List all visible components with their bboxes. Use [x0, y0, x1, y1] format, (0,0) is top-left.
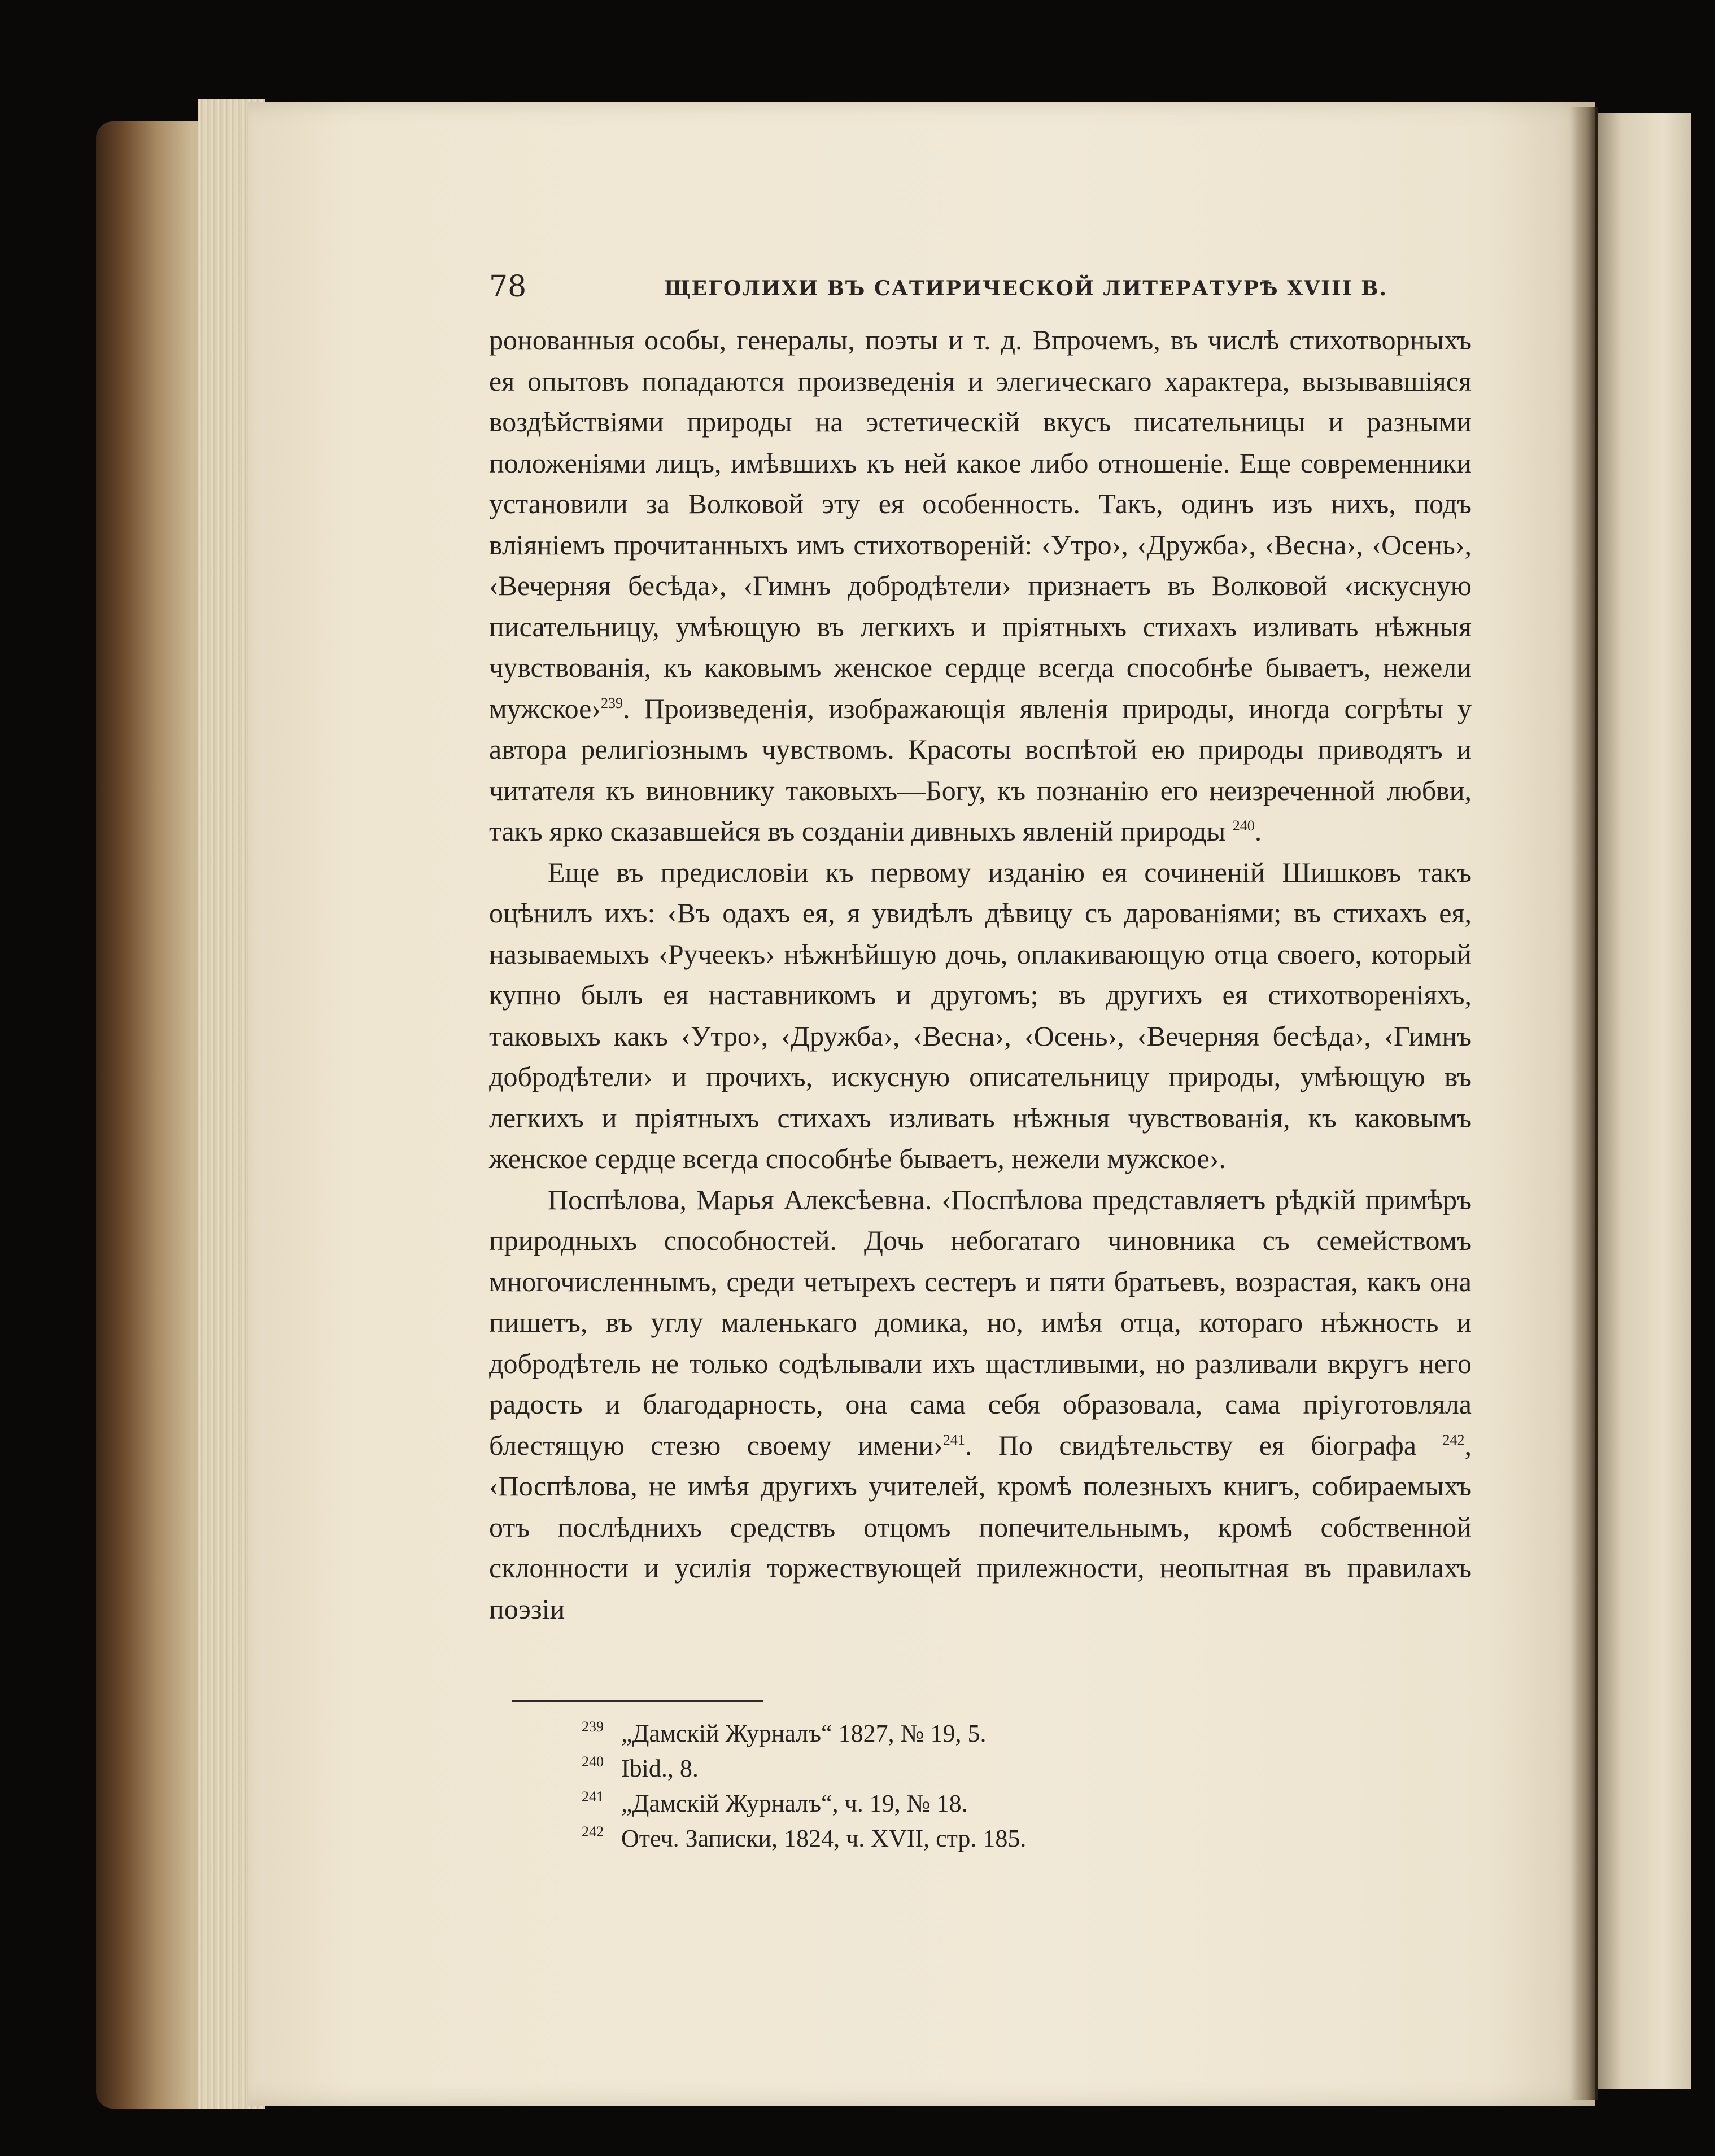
- footnote-mark: 242: [582, 1823, 604, 1840]
- footnote-ref-242: 242: [1442, 1431, 1465, 1448]
- page-header: [489, 270, 1472, 309]
- footnote-separator: [512, 1700, 763, 1702]
- page-number: 78: [489, 270, 527, 304]
- paragraph-3-text-a: Поспѣлова, Марья Алексѣевна. ‹Поспѣлова представляетъ рѣдкій примѣръ природныхъ способностей. Дочь небогатаго чиновника съ семействомъ многочисленнымъ, среди четырехъ сестеръ и пяти братьевъ, возрастая, какъ она пишетъ, въ углу маленькаго домика, но, имѣя отца, котораго нѣжность и добродѣтель не только содѣлывали ихъ щастливыми, но разливали вкругъ него радость и благодарность, она сама себя образовала, сама пріуготовляла блестящую стезю своему имени›: [489, 1183, 1472, 1461]
- footnote: [582, 1821, 1429, 1856]
- paragraph-2: Еще въ предисловіи къ первому изданію ея сочиненій Шишковъ такъ оцѣнилъ ихъ: ‹Въ одахъ ея, я увидѣлъ дѣвицу съ дарованіями; въ стихахъ ея, называемыхъ ‹Ручеекъ› нѣжнѣйшую дочь, оплакивающую отца своего, который купно былъ ея наставникомъ и другомъ; въ другихъ ея стихотвореніяхъ, таковыхъ какъ ‹Утро›, ‹Дружба›, ‹Весна›, ‹Осень›, ‹Вечерняя бесѣда›, ‹Гимнъ добродѣтели› и прочихъ, искусную описательницу природы, умѣющую въ легкихъ и пріятныхъ стихахъ изливать нѣжныя чувствованія, къ каковымъ женское сердце всегда способнѣе бываетъ, нежели мужское›.: [489, 856, 1472, 1174]
- paragraph-1: [489, 320, 1472, 852]
- paragraph-3-text-b: . По свидѣтельству ея біографа: [965, 1429, 1417, 1461]
- paragraph-3: [489, 1179, 1472, 1630]
- footnote: [582, 1716, 1429, 1751]
- paragraph-1-text-b: . Произведенія, изображающія явленія природы, иногда согрѣты у автора религіознымъ чувствомъ. Красоты воспѣтой ею природы приводятъ и читателя къ виновнику таковыхъ—Богу, къ познанію его неизреченной любви, такъ ярко сказавшейся въ созданіи дивныхъ явленій природы: [489, 692, 1472, 847]
- footnote: [582, 1786, 1429, 1821]
- footnote-mark: 240: [582, 1753, 604, 1770]
- main-text: [489, 320, 1472, 1629]
- facing-page-edge: [1598, 113, 1691, 2089]
- footnotes: [582, 1716, 1429, 1856]
- footnote-mark: 239: [582, 1718, 604, 1735]
- book-gutter: [1570, 107, 1598, 2100]
- paragraph-3-text-c: , ‹Поспѣлова, не имѣя другихъ учителей, кромѣ полезныхъ книгъ, собираемыхъ отъ послѣднихъ средствъ отцомъ попечительнымъ, кромѣ собственной склонности и усилія торжествующей прилежности, неопытная въ правилахъ поэзіи: [489, 1429, 1472, 1625]
- footnote: [582, 1751, 1429, 1786]
- footnote-text: Ibid., 8.: [621, 1755, 699, 1782]
- paragraph-1-text-a: ронованныя особы, генералы, поэты и т. д. Впрочемъ, въ числѣ стихотворныхъ ея опытовъ попадаются произведенія и элегическаго характера, вызывавшіяся воздѣйствіями природы на эстетическій вкусъ писательницы и разными положеніями лицъ, имѣвшихъ къ ней какое либо отношеніе. Еще современники установили за Волковой эту ея особенность. Такъ, одинъ изъ нихъ, подъ вліяніемъ прочитанныхъ имъ стихотвореній: ‹Утро›, ‹Дружба›, ‹Весна›, ‹Осень›, ‹Вечерняя бесѣда›, ‹Гимнъ добродѣтели› признаетъ въ Волковой ‹искусную писательницу, умѣющую въ легкихъ и пріятныхъ стихахъ изливать нѣжныя чувствованія, къ каковымъ женское сердце всегда способнѣе бываетъ, нежели мужское›: [489, 324, 1472, 724]
- paragraph-1-text-c: .: [1254, 815, 1262, 847]
- footnote-ref-239: 239: [601, 694, 623, 711]
- footnote-text: Отеч. Записки, 1824, ч. XVII, стр. 185.: [621, 1825, 1027, 1852]
- footnote-text: „Дамскій Журналъ“ 1827, № 19, 5.: [621, 1720, 987, 1747]
- footnote-ref-240: 240: [1232, 817, 1255, 834]
- footnote-text: „Дамскій Журналъ“, ч. 19, № 18.: [621, 1790, 968, 1817]
- footnote-mark: 241: [582, 1788, 604, 1805]
- footnote-ref-241: 241: [942, 1431, 965, 1448]
- running-title: ЩЕГОЛИХИ ВЪ САТИРИЧЕСКОЙ ЛИТЕРАТУРѢ XVIII В.: [664, 277, 1388, 300]
